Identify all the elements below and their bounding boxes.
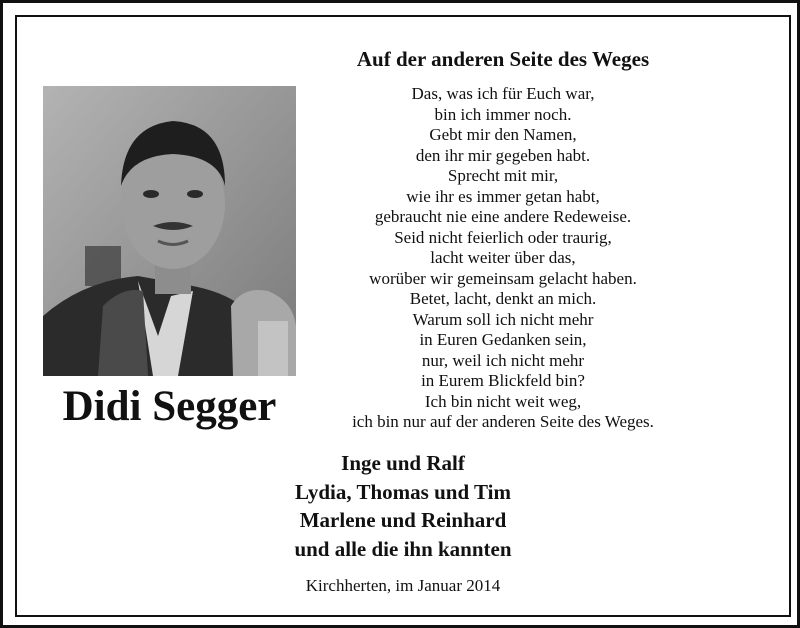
mourner-line: Lydia, Thomas und Tim [295, 479, 511, 504]
poem-line: Sprecht mit mir, [447, 166, 559, 185]
poem-line: Seid nicht feierlich oder traurig, [394, 227, 612, 247]
portrait-photo [43, 86, 296, 376]
poem-line: Gebt mir den Namen, [429, 125, 577, 144]
poem-title: Auf der anderen Seite des Weges [356, 47, 650, 71]
mourner-line: Marlene und Reinhard [299, 508, 507, 532]
poem-line: wie ihr es immer getan habt, [406, 186, 600, 206]
poem-line: Ich bin nicht weit weg, [424, 391, 582, 411]
poem-line: worüber wir gemeinsam gelacht haben. [369, 268, 637, 288]
poem-line: in Eurem Blickfeld bin? [421, 371, 585, 390]
mourners-list [203, 449, 603, 563]
poem-line: den ihr mir gegeben habt. [415, 145, 591, 165]
poem-line: Betet, lacht, denkt an mich. [409, 289, 597, 308]
poem-line: in Euren Gedanken sein, [419, 330, 587, 349]
portrait-icon [43, 86, 296, 376]
poem-line: bin ich immer noch. [434, 104, 572, 124]
poem-line: Warum soll ich nicht mehr [412, 309, 594, 329]
poem-line: ich bin nur auf der anderen Seite des Weges. [352, 412, 654, 431]
poem-line: lacht weiter über das, [430, 248, 576, 267]
poem-line: Das, was ich für Euch war, [411, 84, 595, 103]
deceased-name: Didi Segger [62, 383, 277, 430]
place-date: Kirchherten, im Januar 2014 [305, 576, 501, 595]
mourner-line: und alle die ihn kannten [294, 536, 512, 561]
poem [303, 84, 703, 433]
mourner-line: Inge und Ralf [341, 451, 465, 475]
poem-line: nur, weil ich nicht mehr [421, 350, 585, 370]
poem-line: gebraucht nie eine andere Redeweise. [374, 207, 632, 226]
